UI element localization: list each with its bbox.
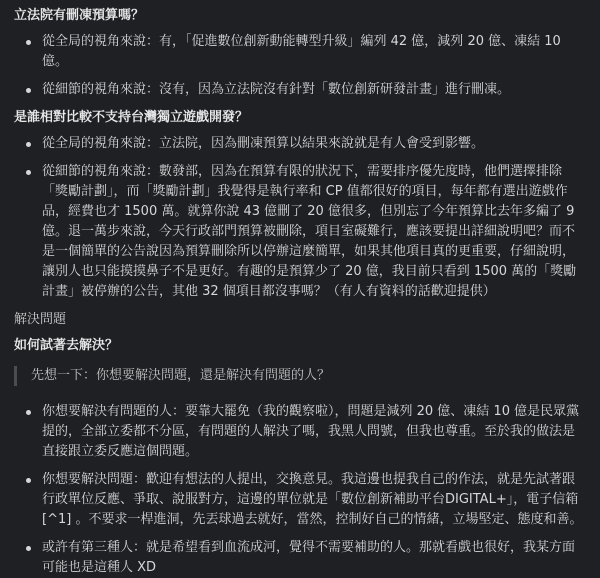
list-item: 你想要解決問題：歡迎有想法的人提出，交換意見。我這邊也提我自己的作法，就是先試著跟行政單位反應、爭取、說服對方，這邊的單位就是「數位創新補助平台DIGITAL+」，電子信箱 [^1] 。不要求一桿進洞，先丟球過去就好，當然，控制好自己的情緒，立場堅定、態度和善。: [36, 470, 586, 530]
section-heading-who-less-supportive: 是誰相對比較不支持台灣獨立遊戲開發？: [14, 110, 249, 125]
list-item: 從全局的視角來說：立法院，因為刪凍預算以結果來說就是有人會受到影響。: [36, 134, 586, 154]
bullet-list-budget-cut: [14, 32, 586, 100]
list-item: 從全局的視角來說：有，「促進數位創新動能轉型升級」編列 42 億，減列 20 億、凍結 10 億。: [36, 32, 586, 72]
section-label-solve-problem: 解決問題: [14, 312, 67, 327]
section-heading-budget-cut: 立法院有刪凍預算嗎？: [14, 8, 145, 23]
list-item: 從細節的視角來說：數發部，因為在預算有限的狀況下，需要排序優先度時，他們選擇排除「獎勵計劃」，而「獎勵計劃」我覺得是執行率和 CP 值都很好的項目，每年都有選出遊戲作品，經費也才 1500 萬。就算你說 43 億刪了 20 億很多，但別忘了今年預算比去年多編了 9 億。退一萬步來說，今天行政部門預算被刪除，項目室礙難行，應該要提出詳細說明吧？而不是一個簡單的公告說因為預算刪除所以停辦這麼簡單，如果其他項目真的更重要，仔細說明，讓別人也只能摸摸鼻子不是更好。有趣的是預算少了 20 億，我目前只看到 1500 萬的「獎勵計畫」被停辦的公告，其他 32 個項目都沒事嗎？（有人有資料的話歡迎提供）: [36, 162, 586, 302]
list-item: 從細節的視角來說：沒有，因為立法院沒有針對「數位創新研發計畫」進行刪凍。: [36, 80, 586, 100]
bullet-list-how-to-solve: [14, 402, 586, 578]
blockquote-think-first: 先想一下：你想要解決問題，還是解決有問題的人？: [14, 366, 586, 386]
list-item: 你想要解決有問題的人：要靠大罷免（我的觀察啦），問題是減列 20 億、凍結 10 億是民眾黨提的，全部立委都不分區，有問題的人解決了嗎，我黑人問號，但我也尊重。至於我的做法是直接跟立委反應這個問題。: [36, 402, 586, 462]
list-item: 或許有第三種人：就是希望看到血流成河，覺得不需要補助的人。那就看戲也很好，我某方面可能也是這種人 XD: [36, 538, 586, 578]
section-heading-how-to-solve: 如何試著去解決？: [14, 338, 119, 353]
bullet-list-who-less-supportive: [14, 134, 586, 302]
